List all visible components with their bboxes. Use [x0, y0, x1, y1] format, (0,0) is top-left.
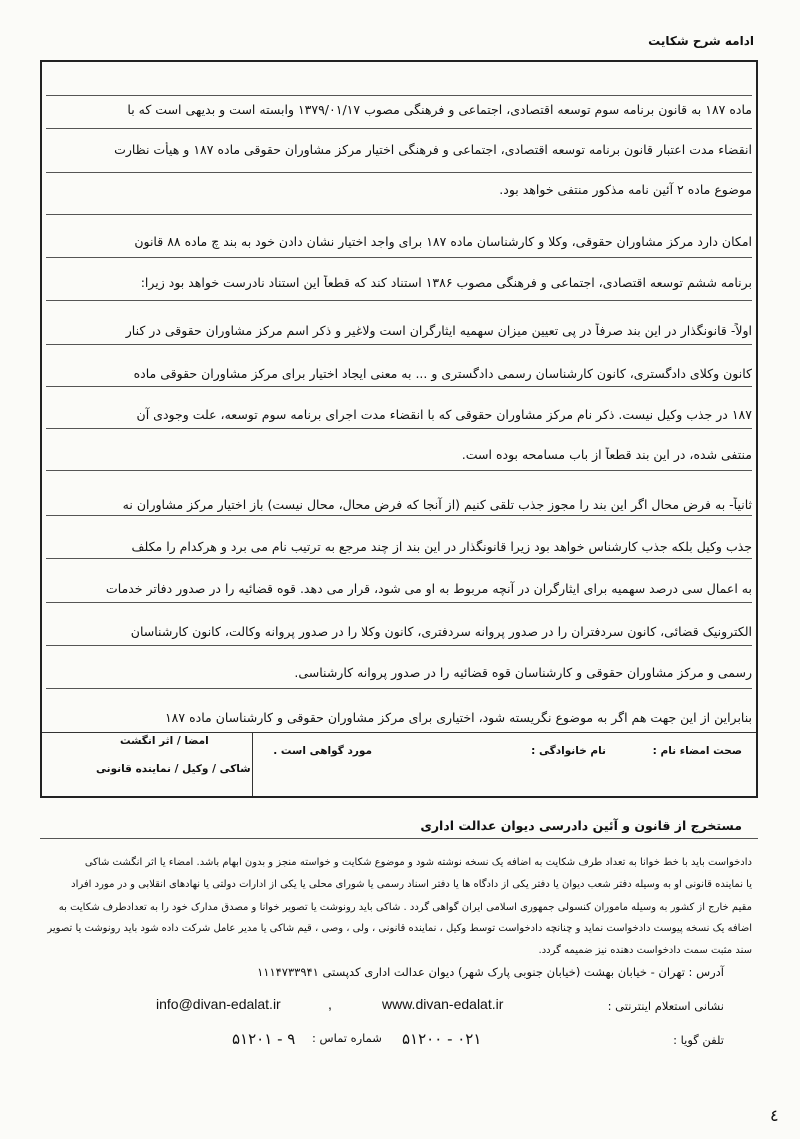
complaint-line: رسمی و مرکز مشاوران حقوقی و کارشناسان قوه قضائیه را در صدور پروانه کارشناسی.	[294, 665, 752, 680]
ruled-line	[46, 558, 752, 559]
complaint-line: منتفی شده، در این بند قطعاً از باب مسامحه بوده است.	[461, 447, 752, 462]
sign-name-label: صحت امضاء نام :	[652, 745, 742, 757]
contact-number: ۹ - ۵۱۲۰۱	[232, 1030, 296, 1048]
ruled-line	[46, 386, 752, 387]
complaint-line: اولاً- قانونگذار در این بند صرفاً در پی تعیین میزان سهمیه ایثارگران است ولاغیر و ذکر اسم مرکز مشاوران حقوقی در کنار	[125, 323, 752, 338]
ruled-line	[46, 172, 752, 173]
complaint-line: به اعمال سی درصد سهمیه برای ایثارگران در آنچه مربوط به او می شود، قرار می دهد. قوه قضائیه را در صدور دفاتر خدمات	[105, 581, 752, 596]
complaint-line: انقضاء مدت اعتبار قانون برنامه توسعه اقتصادی، اجتماعی و فرهنگی اختیار مرکز مشاوران حقوقی ماده ۱۸۷ و هیأت نظارت	[114, 142, 752, 157]
signature-row	[42, 732, 756, 796]
phone-label: تلفن گویا :	[673, 1033, 724, 1047]
address: آدرس : تهران - خیابان بهشت (خیابان جنوبی پارک شهر) دیوان عدالت اداری کدپستی ۱۱۱۴۷۳۳۹۴۱	[257, 965, 724, 979]
separator: ,	[328, 996, 332, 1012]
rules-line: یا نماینده قانونی او به وسیله دفتر شعب دیوان یا دفتر یکی از دادگاه ها یا دفتر اسناد رسمی یا شورای محلی یا یکی از ادارات دولتی یا نهادهای انقلابی و در مورد افراد	[71, 879, 752, 890]
complaint-line: امکان دارد مرکز مشاوران حقوقی، وکلا و کارشناسان ماده ۱۸۷ برای واجد اختیار نشان دادن خود به بند چ ماده ۸۸ قانون	[134, 234, 752, 249]
complaint-line: ۱۸۷ در جذب وکیل نیست. ذکر نام مرکز مشاوران حقوقی که با انقضاء مدت اجرای برنامه سوم توسعه، علت وجودی آن	[136, 407, 752, 422]
ruled-line	[46, 95, 752, 96]
complaint-line: ماده ۱۸۷ به قانون برنامه سوم توسعه اقتصادی، اجتماعی و فرهنگی مصوب ۱۳۷۹/۰۱/۱۷ وابسته است و بدیهی است که با	[127, 102, 752, 117]
ruled-line	[46, 428, 752, 429]
complainant-label: شاکی / وکیل / نماینده قانونی	[96, 763, 251, 775]
ruled-line	[46, 214, 752, 215]
ruled-line	[46, 128, 752, 129]
ruled-line	[46, 602, 752, 603]
page-number: ٤	[770, 1106, 779, 1125]
complaint-line: جذب وکیل بلکه جذب کارشناس خواهد بود زیرا قانونگذار در این بند از چند مرجع به ترتیب نام می برد و هرکدام را مکلف	[131, 539, 752, 554]
phone-number: ۰۲۱ - ۵۱۲۰۰	[402, 1030, 482, 1048]
signature-divider	[252, 733, 253, 796]
complaint-line: ثانیاً- به فرض محال اگر این بند را مجوز جذب تلقی کنیم (از آنجا که فرض محال، محال نیست) باز اختیار مرکز مشاوران نه	[122, 497, 752, 512]
ruled-line	[46, 470, 752, 471]
email-link[interactable]: info@divan-edalat.ir	[156, 996, 281, 1012]
website-link[interactable]: www.divan-edalat.ir	[382, 996, 504, 1012]
ruled-line	[46, 300, 752, 301]
ruled-line	[46, 688, 752, 689]
internet-label: نشانی استعلام اینترنتی :	[607, 999, 724, 1013]
ruled-line	[46, 645, 752, 646]
complaint-line: برنامه ششم توسعه اقتصادی، اجتماعی و فرهنگی مصوب ۱۳۸۶ استناد کند که قطعاً این استناد نادرست خواهد بود زیرا:	[140, 275, 752, 290]
ruled-line	[46, 515, 752, 516]
contact-label: شماره تماس :	[312, 1031, 382, 1045]
rules-line: سند مثبت سمت دادخواست دهنده نیز ضمیمه گردد.	[538, 945, 752, 956]
complaint-line: بنابراین از این جهت هم اگر به موضوع نگریسته شود، اختیاری برای مرکز مشاوران حقوقی و کارشناسان ماده ۱۸۷	[164, 710, 752, 725]
ruled-line	[46, 257, 752, 258]
complaint-line: موضوع ماده ۲ آئین نامه مذکور منتفی خواهد بود.	[499, 182, 752, 197]
sign-fingerprint-label: امضا / اثر انگشت	[120, 735, 209, 747]
complaint-line: کانون وکلای دادگستری، کانون کارشناسان رسمی دادگستری و ... به معنی ایجاد اختیار برای مرکز مشاوران حقوقی ماده	[133, 366, 752, 381]
rules-title: مستخرج از قانون و آئین دادرسی دیوان عدالت اداری	[420, 818, 742, 833]
rules-line: اضافه یک نسخه پیوست دادخواست نماید و چنانچه دادخواست توسط وکیل ، نماینده قانونی ، ولی ، وصی ، قیم شاکی یا مدیر عامل شرکت داده شود باید رونوشت یا تصویر	[47, 923, 752, 934]
rules-divider	[40, 838, 758, 839]
complaint-line: الکترونیک قضائی، کانون سردفتران را در صدور پروانه سردفتری، کانون وکلا را در صدور پروانه وکالت، کانون کارشناسان	[130, 624, 752, 639]
header-title: ادامه شرح شکایت	[648, 34, 754, 48]
ruled-line	[46, 344, 752, 345]
rules-line: دادخواست باید با خط خوانا به تعداد طرف شکایت به اضافه یک نسخه نوشته شود و موضوع شکایت و خواسته منجز و بدون ابهام باشد. امضاء یا اثر انگشت شاکی	[84, 857, 752, 868]
witness-label: مورد گواهی است .	[273, 745, 372, 757]
family-name-label: نام خانوادگی :	[531, 745, 606, 757]
rules-line: مقیم خارج از کشور به وسیله ماموران کنسولی جمهوری اسلامی ایران گواهی گردد . شاکی باید رونوشت یا تصویر خوانا و مصدق مدارک خود را به تعدادطرف شکایت به	[58, 902, 752, 913]
